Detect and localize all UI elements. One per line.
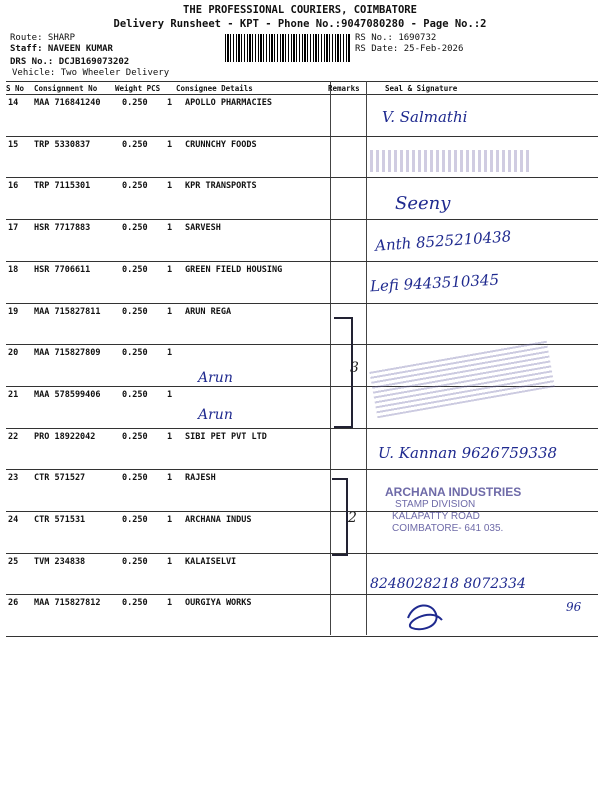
signature: Lefi 9443510345 (369, 270, 500, 296)
cell-weight: 0.250 (122, 264, 148, 275)
cell-sno: 21 (8, 389, 19, 400)
cell-weight: 0.250 (122, 556, 148, 567)
cell-consignment: HSR 7706611 (34, 264, 91, 275)
cell-pcs: 1 (167, 98, 173, 108)
cell-pcs: 1 (167, 181, 173, 192)
cell-pcs: 1 (167, 473, 173, 484)
cell-sno: 25 (8, 556, 19, 567)
faded-stamp (370, 150, 530, 172)
signature: U. Kannan 9626759338 (378, 444, 558, 462)
row-rule (6, 636, 598, 637)
col-sno: S No (6, 84, 25, 93)
signature: 8248028218 8072334 (370, 576, 526, 592)
cell-weight: 0.250 (122, 515, 148, 525)
signature-scribble (402, 598, 446, 638)
cell-consignment: MAA 715827809 (34, 348, 101, 359)
cell-consignment: TVM 234838 (34, 556, 86, 567)
cell-pcs: 1 (167, 431, 173, 442)
route-label: Route: SHARP (10, 33, 76, 43)
cell-sno: 23 (8, 473, 19, 484)
cell-consignee: ARUN REGA (185, 306, 232, 317)
stamp-division: STAMP DIVISION (395, 499, 476, 510)
cell-weight: 0.250 (122, 473, 148, 484)
cell-consignee: SIBI PET PVT LTD (185, 431, 267, 442)
cell-consignee: APOLLO PHARMACIES (185, 98, 272, 108)
cell-consignment: TRP 5330837 (34, 139, 91, 150)
cell-consignment: HSR 7717883 (34, 223, 91, 234)
company-title: THE PROFESSIONAL COURIERS, COIMBATORE (183, 4, 417, 16)
col-consignment: Consignment No (34, 84, 98, 93)
cell-weight: 0.250 (122, 389, 148, 400)
row-rule (6, 303, 598, 304)
cell-consignee: SARVESH (185, 223, 221, 234)
row-rule (6, 344, 598, 345)
cell-sno: 19 (8, 306, 19, 317)
signature-number: 96 (566, 600, 582, 614)
cell-consignee: KPR TRANSPORTS (185, 181, 257, 192)
remark-number: 2 (348, 510, 357, 526)
faded-stamp (369, 340, 555, 419)
signature: V. Salmathi (382, 108, 468, 126)
stamp-city: COIMBATORE- 641 035. (392, 523, 504, 534)
cell-sno: 26 (8, 598, 19, 609)
cell-pcs: 1 (167, 139, 173, 150)
cell-sno: 20 (8, 348, 19, 359)
cell-weight: 0.250 (122, 181, 148, 192)
cell-consignee: OURGIYA WORKS (185, 598, 252, 609)
remark-bracket (332, 478, 348, 556)
col-remarks: Remarks (328, 84, 360, 93)
cell-sno: 24 (8, 515, 19, 525)
cell-pcs: 1 (167, 264, 173, 275)
cell-consignment: MAA 716841240 (34, 98, 101, 108)
cell-weight: 0.250 (122, 306, 148, 317)
row-rule (6, 219, 598, 220)
cell-sno: 14 (8, 98, 19, 108)
stamp-company: ARCHANA INDUSTRIES (385, 485, 522, 499)
cell-consignee: KALAISELVI (185, 556, 237, 567)
cell-consignee: GREEN FIELD HOUSING (185, 264, 283, 275)
cell-pcs: 1 (167, 223, 173, 234)
handwritten-name: Arun (198, 407, 233, 423)
row-rule (6, 261, 598, 262)
row-rule (6, 177, 598, 178)
cell-weight: 0.250 (122, 348, 148, 359)
barcode (225, 34, 350, 62)
col-seal-signature: Seal & Signature (385, 84, 458, 93)
cell-weight: 0.250 (122, 223, 148, 234)
row-rule (6, 511, 598, 512)
rs-number: RS No.: 1690732 (355, 33, 437, 43)
cell-pcs: 1 (167, 348, 173, 359)
cell-pcs: 1 (167, 515, 173, 525)
cell-sno: 16 (8, 181, 19, 192)
row-rule (6, 594, 598, 595)
cell-consignment: MAA 715827812 (34, 598, 101, 609)
cell-consignment: PRO 18922042 (34, 431, 96, 442)
cell-pcs: 1 (167, 556, 173, 567)
cell-consignment: CTR 571531 (34, 515, 86, 525)
cell-consignee: CRUNNCHY FOODS (185, 139, 257, 150)
vehicle-label: Vehicle: Two Wheeler Delivery (12, 68, 170, 78)
row-rule (6, 136, 598, 137)
table-top-rule (6, 81, 598, 82)
stamp-road: KALAPATTY ROAD (392, 511, 480, 522)
col-weight-pcs: Weight PCS (115, 84, 161, 93)
runsheet-subtitle: Delivery Runsheet - KPT - Phone No.:9047080280 - Page No.:2 (113, 18, 487, 30)
cell-weight: 0.250 (122, 139, 148, 150)
cell-consignment: MAA 578599406 (34, 389, 101, 400)
cell-pcs: 1 (167, 598, 173, 609)
cell-consignee: RAJESH (185, 473, 216, 484)
col-consignee: Consignee Details (176, 84, 253, 93)
signature: Seeny (395, 193, 451, 214)
drs-number: DRS No.: DCJB169073202 (10, 57, 130, 67)
row-rule (6, 553, 598, 554)
remark-number: 3 (350, 360, 359, 376)
cell-pcs: 1 (167, 389, 173, 400)
cell-consignee: ARCHANA INDUS (185, 515, 252, 525)
cell-consignment: TRP 7115301 (34, 181, 91, 192)
row-rule (6, 428, 598, 429)
cell-pcs: 1 (167, 306, 173, 317)
header-rule (6, 94, 598, 95)
signature: Anth 8525210438 (374, 227, 512, 255)
row-rule (6, 469, 598, 470)
cell-weight: 0.250 (122, 431, 148, 442)
handwritten-name: Arun (198, 370, 233, 386)
cell-sno: 18 (8, 264, 19, 275)
cell-sno: 15 (8, 139, 19, 150)
staff-label: Staff: NAVEEN KUMAR (10, 44, 113, 54)
cell-consignment: MAA 715827811 (34, 306, 101, 317)
cell-sno: 22 (8, 431, 19, 442)
rs-date: RS Date: 25-Feb-2026 (355, 44, 464, 54)
cell-weight: 0.250 (122, 598, 148, 609)
cell-weight: 0.250 (122, 98, 148, 108)
cell-consignment: CTR 571527 (34, 473, 86, 484)
cell-sno: 17 (8, 223, 19, 234)
